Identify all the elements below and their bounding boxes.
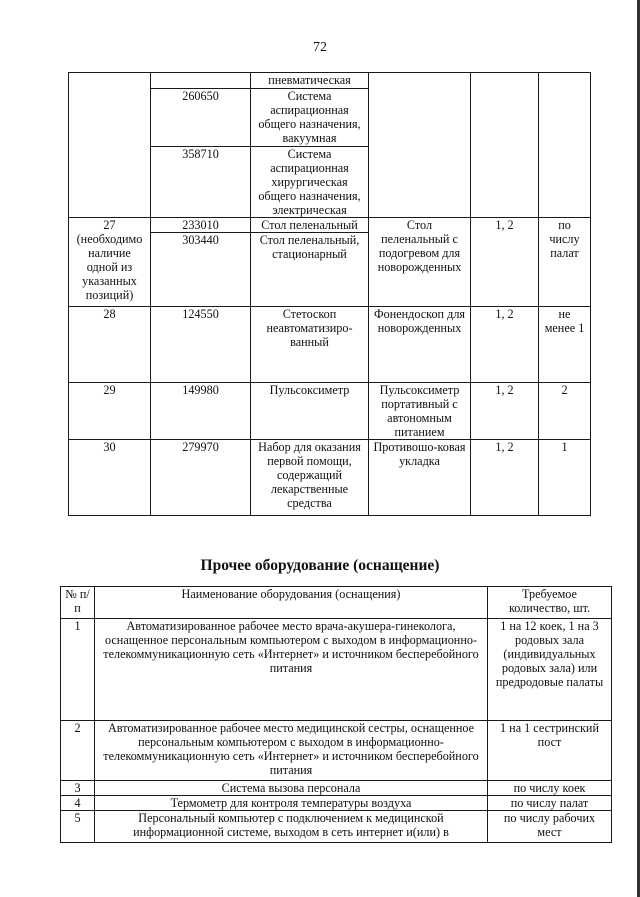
table-cell-num [69,73,151,218]
table-cell-type [369,73,471,218]
table-cell-num: 1 [61,619,95,721]
table-cell-qty: 1 на 1 сестринский пост [488,721,612,781]
table-cell-type: Фонендоскоп для новорожденных [369,307,471,383]
table-cell-qty: по числу палат [488,796,612,811]
table-cell-note: 1, 2 [471,383,539,440]
table-cell-name: Пульсоксиметр [251,383,369,440]
table-row [61,721,612,781]
table-cell-num: 29 [69,383,151,440]
table-cell-num: 27 (необходимо наличие одной из указанных позиций) [69,218,151,307]
table-cell-code: 358710 [151,147,251,218]
table-cell-qty: по числу палат [539,218,591,307]
table-cell-name: Система аспирационная общего назначения, вакуумная [251,89,369,147]
table-cell-name: Система аспирационная хирургическая общего назначения, электрическая [251,147,369,218]
header-name: Наименование оборудования (оснащения) [95,587,488,619]
table-cell-name: Автоматизированное рабочее место медицинской сестры, оснащенное персональным компьютером с выходом в информационно-телекоммуникационную сеть «Интернет» и источником бесперебойного питания [95,721,488,781]
table-cell-code: 279970 [151,440,251,516]
table-cell-name: Стетоскоп неавтоматизиро-ванный [251,307,369,383]
table-cell-qty: по числу коек [488,781,612,796]
table-cell-num: 30 [69,440,151,516]
table-cell-name: пневматическая [251,73,369,89]
table-cell-name: Набор для оказания первой помощи, содержащий лекарственные средства [251,440,369,516]
table-cell-name: Автоматизированное рабочее место врача-акушера-гинеколога, оснащенное персональным компьютером с выходом в информационно-телекоммуникационную сеть «Интернет» и источником бесперебойного питания [95,619,488,721]
header-num: № п/п [61,587,95,619]
table-cell-type: Пульсоксиметр портативный с автономным питанием [369,383,471,440]
table-cell-code: 260650 [151,89,251,147]
table-cell-name: Система вызова персонала [95,781,488,796]
table-cell-code: 233010 [151,218,251,233]
table-cell-note: 1, 2 [471,440,539,516]
table-row [61,796,612,811]
table-cell-code: 303440 [151,233,251,307]
table-cell-num: 4 [61,796,95,811]
table-cell-code: 124550 [151,307,251,383]
table-cell-note [471,73,539,218]
table-row [61,781,612,796]
table-cell-name: Персональный компьютер с подключением к медицинской информационной системе, выходом в сеть интернет и(или) в [95,811,488,843]
table-cell-type: Стол пеленальный с подогревом для новорожденных [369,218,471,307]
equipment-table-continued [68,72,591,516]
table-cell-num: 28 [69,307,151,383]
table-cell-qty: 1 [539,440,591,516]
table-cell-qty [539,73,591,218]
header-qty: Требуемое количество, шт. [488,587,612,619]
table-cell-qty: не менее 1 [539,307,591,383]
section-title: Прочее оборудование (оснащение) [200,557,440,574]
table-cell-code [151,73,251,89]
page-number: 72 [313,40,327,55]
table-cell-name: Стол пеленальный, стационарный [251,233,369,307]
table-cell-num: 2 [61,721,95,781]
table-cell-num: 3 [61,781,95,796]
table-cell-qty: 2 [539,383,591,440]
table-cell-name: Термометр для контроля температуры воздуха [95,796,488,811]
table-cell-type: Противошо-ковая укладка [369,440,471,516]
table-cell-name: Стол пеленальный [251,218,369,233]
table-row [61,811,612,843]
table-cell-note: 1, 2 [471,307,539,383]
table-cell-qty: по числу рабочих мест [488,811,612,843]
table-cell-code: 149980 [151,383,251,440]
table-row [61,619,612,721]
table-cell-num: 5 [61,811,95,843]
other-equipment-table [60,586,612,843]
table-cell-qty: 1 на 12 коек, 1 на 3 родовых зала (индивидуальных родовых зала) или предродовые палаты [488,619,612,721]
table-cell-note: 1, 2 [471,218,539,307]
